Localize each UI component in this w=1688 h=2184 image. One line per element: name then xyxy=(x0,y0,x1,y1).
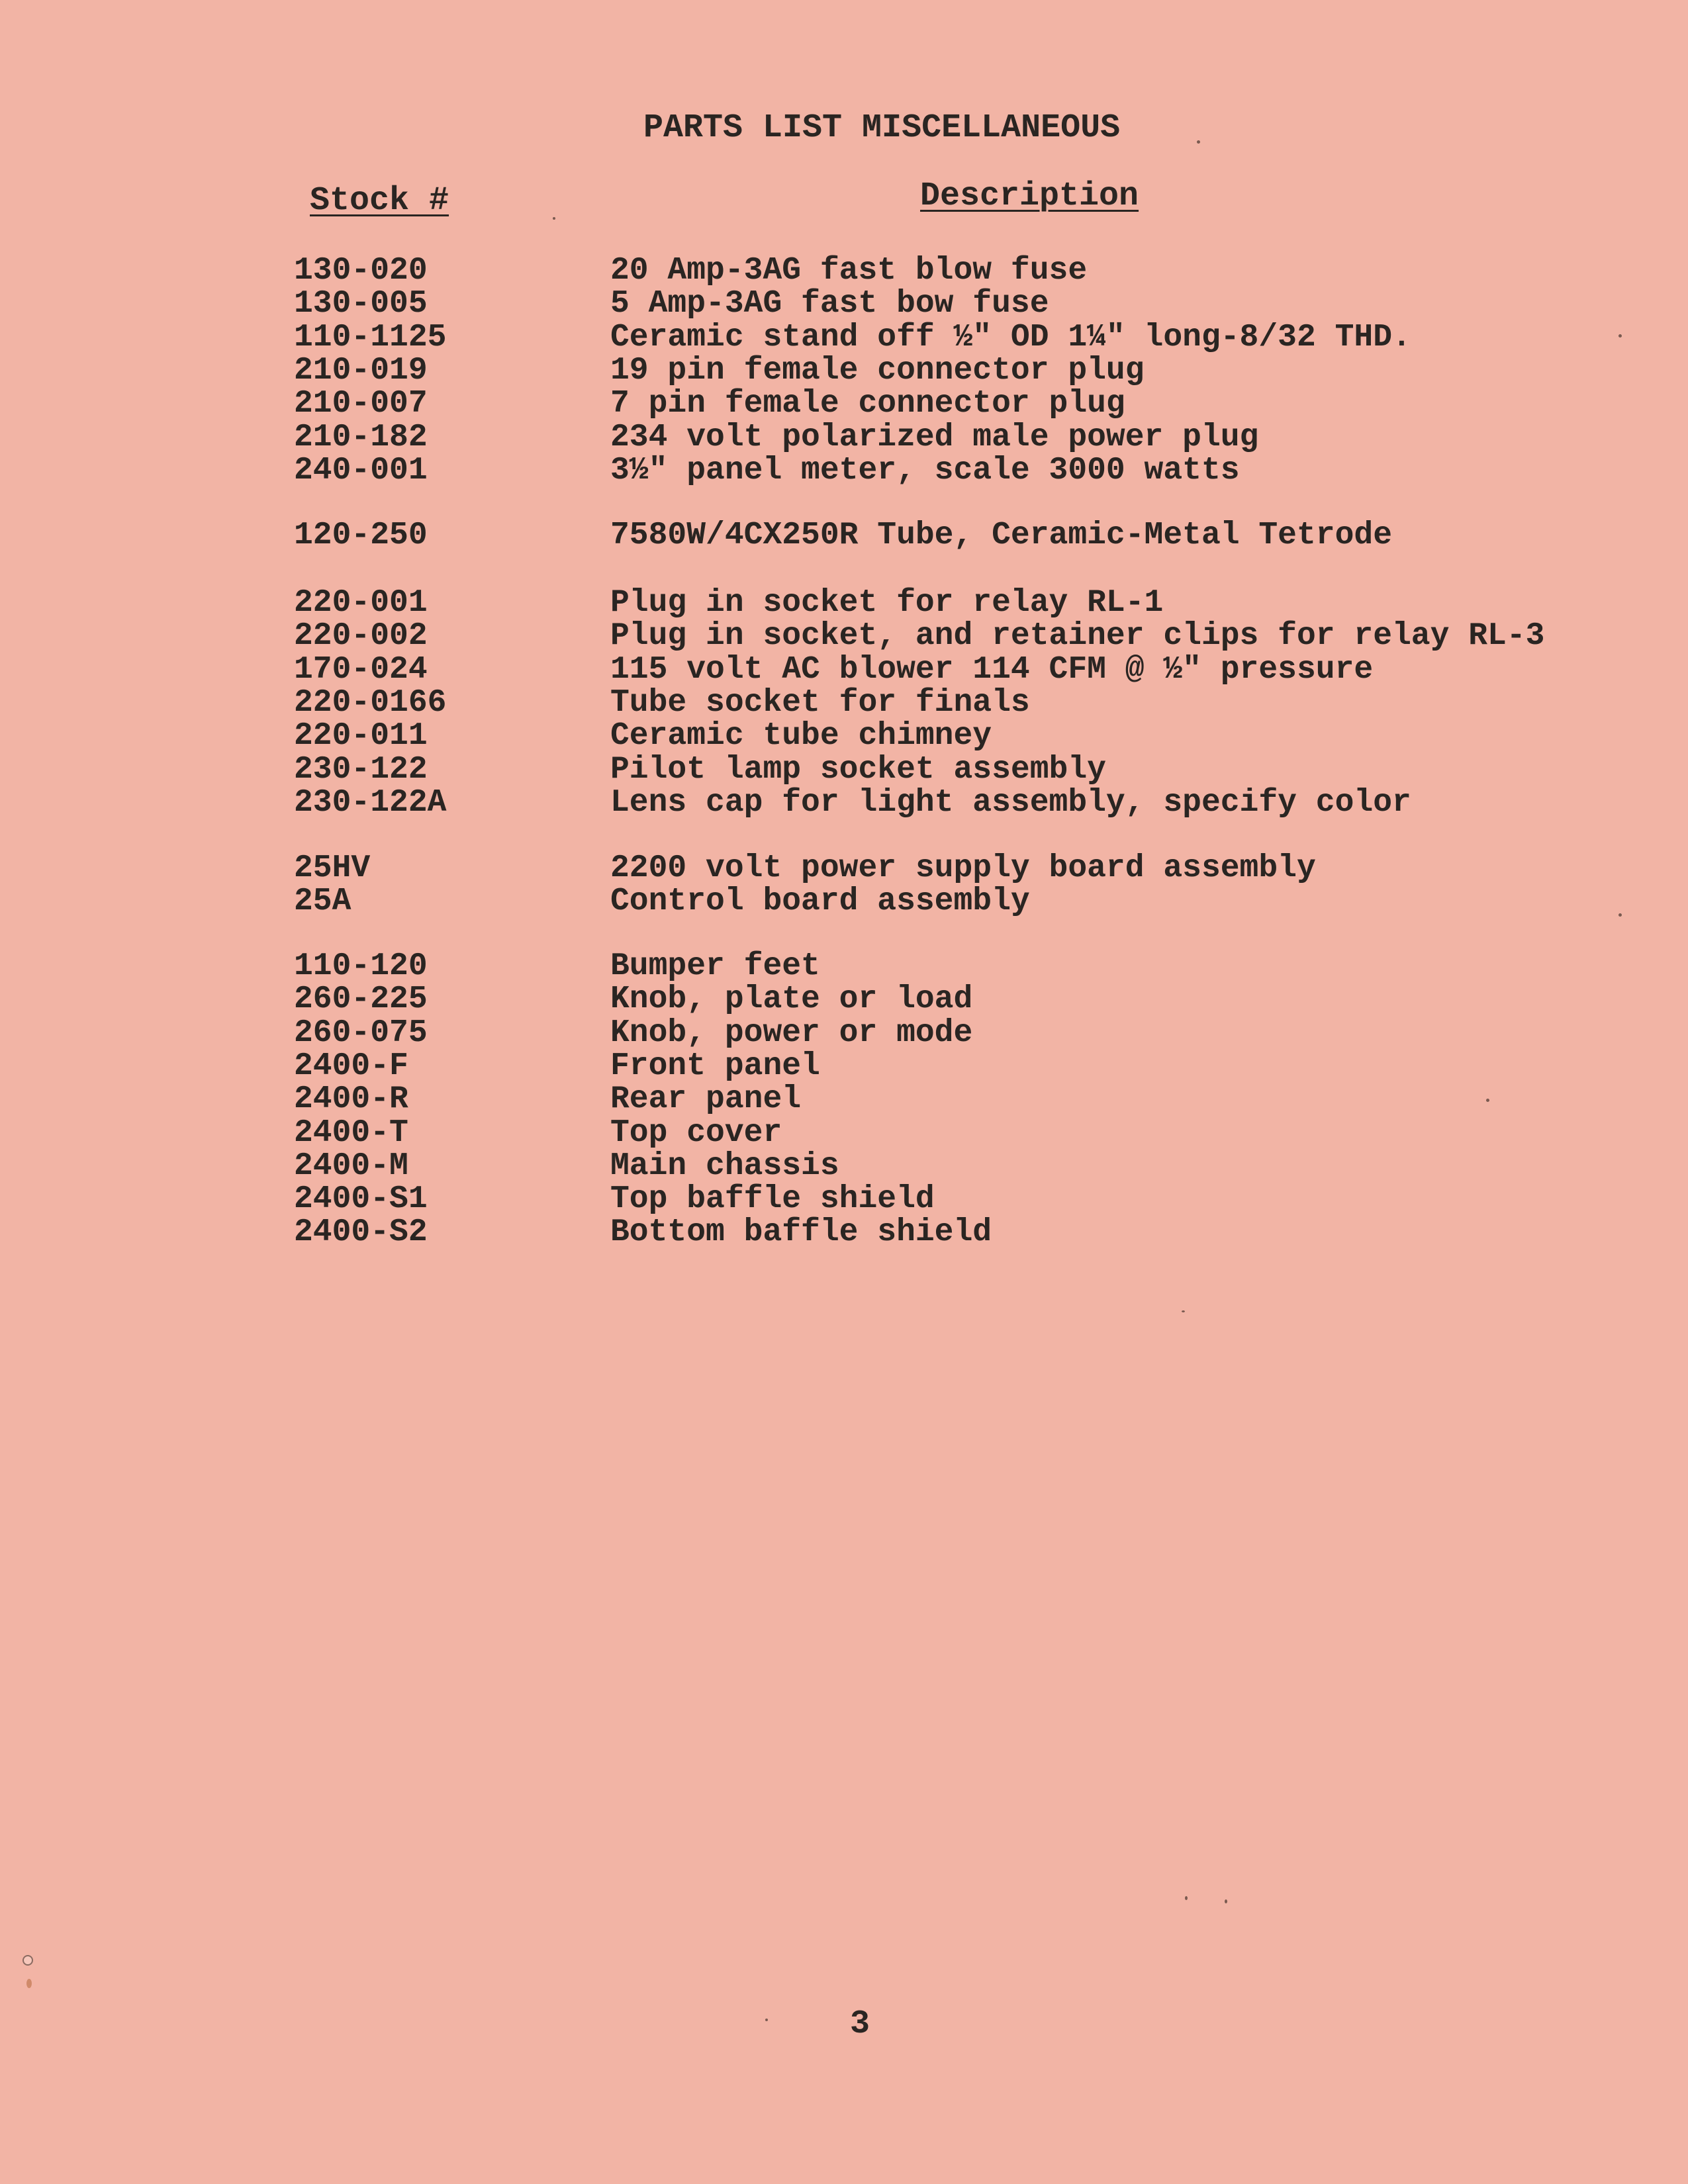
scan-speck xyxy=(1618,913,1622,917)
part-description: Knob, power or mode xyxy=(610,1015,973,1051)
scan-speck xyxy=(1618,334,1622,338)
part-description: 20 Amp-3AG fast blow fuse xyxy=(610,253,1088,289)
part-description: 5 Amp-3AG fast bow fuse xyxy=(610,286,1049,322)
stock-number: 2400-R xyxy=(294,1081,408,1117)
scan-speck xyxy=(1225,1899,1227,1903)
stock-number: 2400-F xyxy=(294,1048,408,1084)
stock-number: 220-011 xyxy=(294,718,428,754)
stock-number: 260-075 xyxy=(294,1015,428,1051)
part-description: Lens cap for light assembly, specify color xyxy=(610,785,1411,821)
part-row xyxy=(0,618,1688,654)
punch-hole-mark xyxy=(23,1955,33,1966)
part-row xyxy=(0,850,1688,884)
part-row xyxy=(0,386,1688,422)
page-title: PARTS LIST MISCELLANEOUS xyxy=(643,109,1121,147)
part-row xyxy=(0,518,1688,551)
part-description: Plug in socket for relay RL-1 xyxy=(610,585,1164,621)
stock-number: 120-250 xyxy=(294,518,428,553)
part-description: Control board assembly xyxy=(610,884,1030,919)
part-description: 7 pin female connector plug xyxy=(610,386,1125,422)
part-row xyxy=(0,685,1688,721)
stock-number: 110-120 xyxy=(294,948,428,984)
part-description: Rear panel xyxy=(610,1081,802,1117)
part-row xyxy=(0,420,1688,453)
part-row xyxy=(0,1214,1688,1248)
stock-number: 2400-S2 xyxy=(294,1214,428,1250)
part-row xyxy=(0,884,1688,917)
stock-number: 210-007 xyxy=(294,386,428,422)
stock-number: 25HV xyxy=(294,850,371,886)
part-description: Top cover xyxy=(610,1115,782,1151)
stock-number: 130-020 xyxy=(294,253,428,289)
stock-number: 110-1125 xyxy=(294,320,447,355)
stock-number: 2400-M xyxy=(294,1148,408,1184)
part-description: 3½" panel meter, scale 3000 watts xyxy=(610,453,1240,488)
part-row xyxy=(0,1148,1688,1184)
scan-speck xyxy=(1185,1896,1188,1900)
stock-number: 25A xyxy=(294,884,352,919)
stock-number: 220-001 xyxy=(294,585,428,621)
stock-number: 170-024 xyxy=(294,652,428,688)
scan-speck xyxy=(1197,140,1200,144)
stock-number: 230-122 xyxy=(294,752,428,788)
stock-number: 260-225 xyxy=(294,981,428,1017)
scan-speck xyxy=(1182,1310,1185,1312)
stock-number: 240-001 xyxy=(294,453,428,488)
part-row xyxy=(0,585,1688,621)
part-row xyxy=(0,1081,1688,1115)
part-description: Bumper feet xyxy=(610,948,820,984)
part-row xyxy=(0,652,1688,688)
part-row xyxy=(0,1048,1688,1084)
part-description: 19 pin female connector plug xyxy=(610,353,1145,388)
part-description: 234 volt polarized male power plug xyxy=(610,420,1259,455)
part-description: Tube socket for finals xyxy=(610,685,1030,721)
part-description: Ceramic stand off ½" OD 1¼" long-8/32 THD. xyxy=(610,320,1411,355)
stock-number: 2400-S1 xyxy=(294,1181,428,1217)
stock-number: 210-182 xyxy=(294,420,428,455)
part-description: 2200 volt power supply board assembly xyxy=(610,850,1316,886)
part-row xyxy=(0,320,1688,353)
scan-speck xyxy=(553,217,555,220)
stock-number: 220-002 xyxy=(294,618,428,654)
part-row xyxy=(0,1181,1688,1217)
page-number: 3 xyxy=(850,2005,870,2043)
part-row xyxy=(0,752,1688,788)
stock-number: 230-122A xyxy=(294,785,447,821)
part-row xyxy=(0,785,1688,821)
part-row xyxy=(0,948,1688,984)
scan-speck xyxy=(26,1979,32,1988)
part-row xyxy=(0,286,1688,322)
stock-number: 220-0166 xyxy=(294,685,447,721)
part-row xyxy=(0,453,1688,486)
scan-speck xyxy=(765,2019,768,2021)
stock-number: 210-019 xyxy=(294,353,428,388)
description-column-header: Description xyxy=(920,177,1139,215)
scan-speck xyxy=(1486,1099,1489,1102)
part-row xyxy=(0,1015,1688,1051)
part-description: Bottom baffle shield xyxy=(610,1214,992,1250)
part-description: Ceramic tube chimney xyxy=(610,718,992,754)
part-row xyxy=(0,253,1688,289)
stock-column-header: Stock # xyxy=(310,182,449,220)
stock-number: 2400-T xyxy=(294,1115,408,1151)
part-description: 115 volt AC blower 114 CFM @ ½" pressure xyxy=(610,652,1374,688)
part-description: Front panel xyxy=(610,1048,820,1084)
part-description: Knob, plate or load xyxy=(610,981,973,1017)
part-description: Top baffle shield xyxy=(610,1181,935,1217)
part-row xyxy=(0,981,1688,1015)
part-description: Pilot lamp socket assembly xyxy=(610,752,1106,788)
stock-number: 130-005 xyxy=(294,286,428,322)
part-row xyxy=(0,353,1688,386)
part-description: Plug in socket, and retainer clips for relay RL-3 xyxy=(610,618,1545,654)
part-description: Main chassis xyxy=(610,1148,839,1184)
part-row xyxy=(0,718,1688,754)
part-row xyxy=(0,1115,1688,1151)
part-description: 7580W/4CX250R Tube, Ceramic-Metal Tetrode xyxy=(610,518,1392,553)
